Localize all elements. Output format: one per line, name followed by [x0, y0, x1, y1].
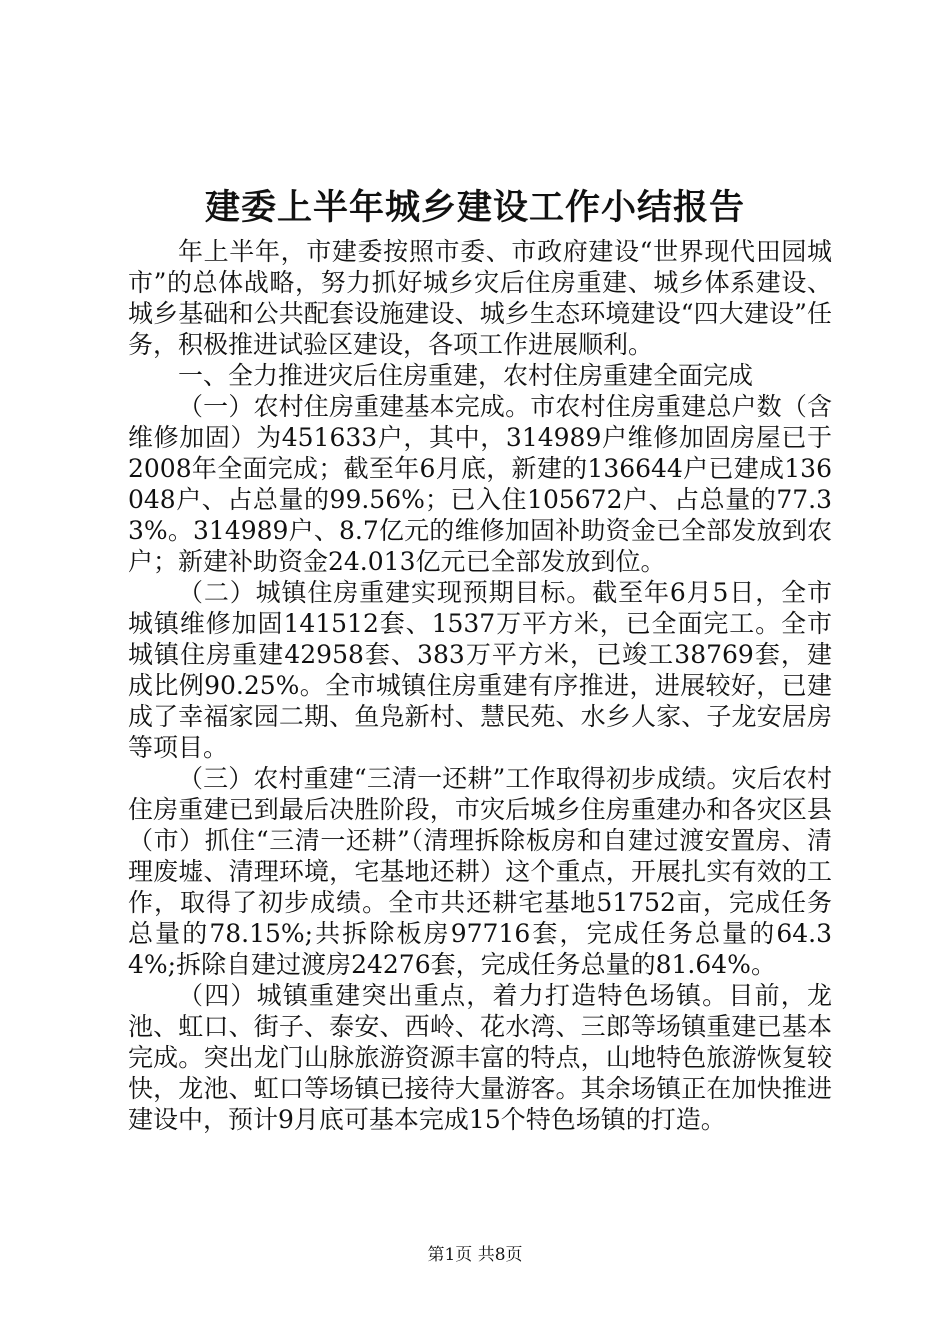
- section-heading-1: 一、全力推进灾后住房重建，农村住房重建全面完成: [178, 361, 754, 390]
- paragraph-featured-towns: （四）城镇重建突出重点，着力打造特色场镇。目前，龙池、虹口、街子、泰安、西岭、花水湾、三郎等场镇重建已基本完成。突出龙门山脉旅游资源丰富的特点，山地特色旅游恢复较快，龙池、虹口等场镇已接待大量游客。其余场镇正在加快推进建设中，预计9月底可基本完成15个特色场镇的打造。: [128, 981, 832, 1134]
- intro-paragraph: 年上半年，市建委按照市委、市政府建设“世界现代田园城市”的总体战略，努力抓好城乡灾后住房重建、城乡体系建设、城乡基础和公共配套设施建设、城乡生态环境建设“四大建设”任务，积极推进试验区建设，各项工作进展顺利。: [128, 237, 832, 359]
- page-footer: 第1页 共8页: [427, 1245, 523, 1265]
- paragraph-urban-housing: （二）城镇住房重建实现预期目标。截至年6月5日，全市城镇维修加固141512套、1537万平方米，已全面完工。全市城镇住房重建42958套、383万平方米，已竣工38769套，建成比例90.25%。全市城镇住房重建有序推进，进展较好，已建成了幸福家园二期、鱼凫新村、慧民苑、水乡人家、子龙安居房等项目。: [128, 578, 832, 762]
- document-body: [128, 236, 832, 1135]
- paragraph-three-clear: （三）农村重建“三清一还耕”工作取得初步成绩。灾后农村住房重建已到最后决胜阶段，市灾后城乡住房重建办和各灾区县（市）抓住“三清一还耕”（清理拆除板房和自建过渡安置房、清理废墟、清理环境，宅基地还耕）这个重点，开展扎实有效的工作，取得了初步成绩。全市共还耕宅基地51752亩，完成任务总量的78.15%;共拆除板房97716套，完成任务总量的64.34%;拆除自建过渡房24276套，完成任务总量的81.64%。: [128, 764, 832, 979]
- document-title: 建委上半年城乡建设工作小结报告: [204, 187, 745, 228]
- paragraph-rural-housing: （一）农村住房重建基本完成。市农村住房重建总户数（含维修加固）为451633户，其中，314989户维修加固房屋已于2008年全面完成；截至年6月底，新建的136644户已建成136048户、占总量的99.56%；已入住105672户、占总量的77.33%。314989户、8.7亿元的维修加固补助资金已全部发放到农户；新建补助资金24.013亿元已全部发放到位。: [128, 392, 832, 576]
